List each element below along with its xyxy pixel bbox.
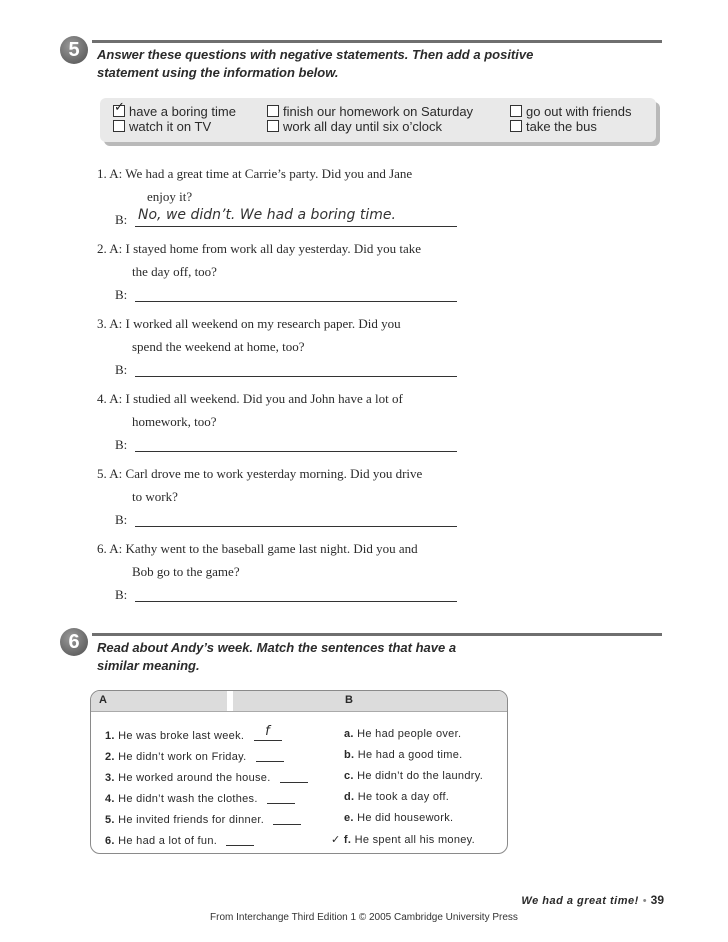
- question-text-cont: to work?: [132, 489, 178, 504]
- item-text: He was broke last week.: [118, 730, 245, 742]
- bullet: •: [642, 895, 647, 907]
- left-item-4: [105, 791, 295, 805]
- instruction-line: statement using the information below.: [97, 65, 339, 80]
- option-label: have a boring time: [129, 104, 236, 119]
- option-have-a-boring-time[interactable]: [113, 105, 236, 119]
- checkbox[interactable]: [267, 120, 279, 132]
- item-text: He had a good time.: [357, 749, 463, 761]
- item-text: He took a day off.: [357, 791, 450, 803]
- answer-line[interactable]: [135, 287, 457, 302]
- left-item-6: [105, 833, 254, 847]
- left-item-3: [105, 770, 308, 784]
- left-item-5: [105, 812, 301, 826]
- checkbox-checked[interactable]: [113, 105, 125, 117]
- item-number: 6.: [105, 835, 115, 847]
- option-label: work all day until six o’clock: [283, 119, 442, 134]
- match-blank[interactable]: [226, 833, 254, 846]
- match-blank[interactable]: [273, 812, 301, 825]
- item-text: He had a lot of fun.: [118, 835, 218, 847]
- section-5-rule: [92, 40, 662, 43]
- matching-header: [91, 691, 507, 712]
- item-text: He worked around the house.: [118, 772, 271, 784]
- match-blank[interactable]: [256, 749, 284, 762]
- option-go-out-with-friends[interactable]: [510, 105, 632, 119]
- b-label: B:: [115, 287, 128, 302]
- option-label: watch it on TV: [129, 119, 212, 134]
- checkbox[interactable]: [510, 105, 522, 117]
- question-text-cont: the day off, too?: [132, 264, 217, 279]
- section-5-instruction: [97, 46, 533, 82]
- right-item-f: [331, 833, 475, 846]
- question-text-cont: enjoy it?: [147, 189, 193, 204]
- right-item-b: [344, 749, 463, 761]
- question-text-cont: Bob go to the game?: [132, 564, 240, 579]
- copyright-credit: From Interchange Third Edition 1 © 2005 Cambridge University Press: [210, 912, 518, 923]
- check-mark-icon: ✓: [331, 834, 341, 846]
- checkbox[interactable]: [267, 105, 279, 117]
- item-number: 2.: [105, 751, 115, 763]
- item-letter: b.: [344, 749, 355, 761]
- checkbox[interactable]: [510, 120, 522, 132]
- checkbox[interactable]: [113, 120, 125, 132]
- answer-line[interactable]: [135, 437, 457, 452]
- item-letter: a.: [344, 728, 354, 740]
- item-text: He spent all his money.: [354, 834, 475, 846]
- matching-box: [90, 690, 508, 854]
- item-text: He had people over.: [357, 728, 462, 740]
- question-text: 1. A: We had a great time at Carrie’s party. Did you and Jane: [97, 166, 413, 181]
- match-blank[interactable]: [267, 791, 295, 804]
- item-letter: c.: [344, 770, 354, 782]
- option-watch-it-on-tv[interactable]: [113, 120, 211, 134]
- item-number: 3.: [105, 772, 115, 784]
- answer-line[interactable]: [135, 512, 457, 527]
- left-item-2: [105, 749, 284, 763]
- instruction-line: Answer these questions with negative statements. Then add a positive: [97, 47, 534, 62]
- item-number: 1.: [105, 730, 115, 742]
- section-5-badge: 5: [60, 36, 88, 64]
- instruction-line: Read about Andy’s week. Match the sentences that have a: [97, 640, 457, 655]
- option-label: take the bus: [526, 119, 597, 134]
- column-b-header: B: [345, 694, 353, 706]
- header-gap: [227, 691, 233, 711]
- section-6-badge: 6: [60, 628, 88, 656]
- unit-title: We had a great time!: [521, 895, 639, 907]
- option-work-all-day[interactable]: [267, 120, 442, 134]
- right-item-e: [344, 812, 453, 824]
- page-number: 39: [650, 893, 664, 907]
- question-text: 2. A: I stayed home from work all day yesterday. Did you take: [97, 241, 422, 256]
- item-letter: f.: [343, 834, 352, 846]
- item-text: He didn’t work on Friday.: [118, 751, 247, 763]
- item-number: 5.: [105, 814, 115, 826]
- option-take-the-bus[interactable]: [510, 120, 597, 134]
- b-label: B:: [115, 587, 128, 602]
- item-letter: d.: [344, 791, 355, 803]
- page-footer: [521, 893, 664, 907]
- options-box: [100, 98, 656, 142]
- option-label: go out with friends: [526, 104, 632, 119]
- answer-line[interactable]: [135, 207, 457, 227]
- question-text: 3. A: I worked all weekend on my research paper. Did you: [97, 316, 401, 331]
- item-letter: e.: [344, 812, 354, 824]
- question-text: 5. A: Carl drove me to work yesterday morning. Did you drive: [97, 466, 423, 481]
- item-text: He didn’t do the laundry.: [357, 770, 484, 782]
- handwritten-answer: No, we didn’t. We had a boring time.: [138, 207, 396, 223]
- handwritten-letter: f: [265, 724, 271, 739]
- item-text: He invited friends for dinner.: [118, 814, 265, 826]
- match-blank[interactable]: [254, 724, 282, 741]
- b-label: B:: [115, 212, 128, 227]
- item-text: He did housework.: [357, 812, 454, 824]
- b-label: B:: [115, 512, 128, 527]
- question-text-cont: spend the weekend at home, too?: [132, 339, 305, 354]
- b-label: B:: [115, 437, 128, 452]
- instruction-line: similar meaning.: [97, 658, 200, 673]
- option-finish-our-homework[interactable]: [267, 105, 473, 119]
- question-text-cont: homework, too?: [132, 414, 217, 429]
- right-item-c: [344, 770, 483, 782]
- answer-line[interactable]: [135, 362, 457, 377]
- answer-line[interactable]: [135, 587, 457, 602]
- column-a-header: A: [99, 694, 107, 706]
- question-text: 6. A: Kathy went to the baseball game last night. Did you and: [97, 541, 418, 556]
- option-label: finish our homework on Saturday: [283, 104, 474, 119]
- b-label: B:: [115, 362, 128, 377]
- item-number: 4.: [105, 793, 115, 805]
- right-item-d: [344, 791, 449, 803]
- section-6-instruction: [97, 639, 456, 675]
- question-text: 4. A: I studied all weekend. Did you and John have a lot of: [97, 391, 403, 406]
- match-blank[interactable]: [280, 770, 308, 783]
- right-item-a: [344, 728, 461, 740]
- left-item-1: [105, 724, 282, 742]
- item-text: He didn’t wash the clothes.: [118, 793, 258, 805]
- section-6-rule: [92, 633, 662, 636]
